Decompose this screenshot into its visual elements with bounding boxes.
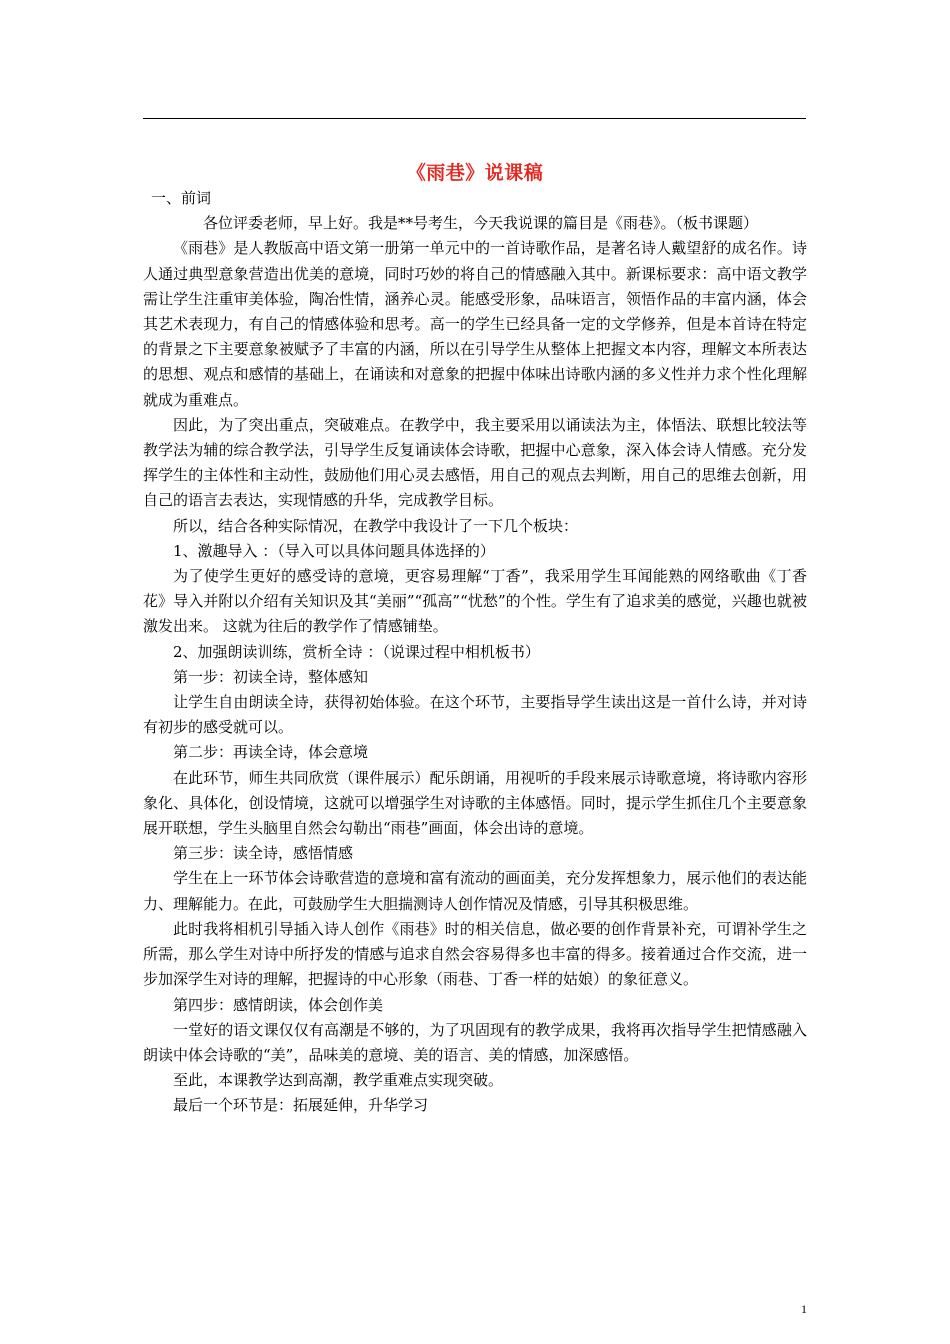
substep-heading-3: 第三步：读全诗，感悟情感 — [173, 844, 354, 863]
paragraph-final-step: 最后一个环节是：拓展延伸，升华学习 — [173, 1096, 429, 1115]
paragraph-lead-in: 为了使学生更好的感受诗的意境，更容易理解“丁香”，我采用学生耳闻能熟的网络歌曲《丁香花》导入并附以介绍有关知识及其“美丽”“孤高”“忧愁”的个性。学生有了追求美的感觉，兴趣也就被激发出来。 这就为往后的教学作了情感铺垫。 — [143, 567, 807, 636]
header-rule — [143, 118, 806, 119]
paragraph-intro: 《雨巷》是人教版高中语文第一册第一单元中的一首诗歌作品，是著名诗人戴望舒的成名作。诗人通过典型意象营造出优美的意境，同时巧妙的将自己的情感融入其中。新课标要求：高中语文教学需让学生注重审美体验，陶冶性情，涵养心灵。能感受形象，品味语言，领悟作品的丰富内涵，体会其艺术表现力，有自己的情感体验和思考。高一的学生已经具备一定的文学修养，但是本首诗在特定的背景之下主要意象被赋予了丰富的内涵，所以在引导学生从整体上把握文本内容，理解文本所表达的思想、观点和感情的基础上，在诵读和对意象的把握中体味出诗歌内涵的多义性并力求个性化理解就成为重难点。 — [143, 239, 807, 409]
document-body — [143, 186, 807, 1119]
paragraph-method: 因此，为了突出重点，突破难点。在教学中，我主要采用以诵读法为主，体悟法、联想比较法等教学法为辅的综合教学法，引导学生反复诵读体会诗歌，把握中心意象，深入体会诗人情感。充分发挥学生的主体性和主动性，鼓励他们用心灵去感悟，用自己的观点去判断，用自己的思维去创新，用自己的语言去表达，实现情感的升华，完成教学目标。 — [143, 415, 807, 510]
step-heading-1: 1、激趣导入 ：（导入可以具体问题具体选择的） — [173, 541, 495, 560]
paragraph-climax: 至此，本课教学达到高潮，教学重难点实现突破。 — [173, 1071, 504, 1090]
page-number: 1 — [801, 1302, 807, 1316]
paragraph-substep-3a: 学生在上一环节体会诗歌营造的意境和富有流动的画面美，充分发挥想象力，展示他们的表达能力、理解能力。在此，可鼓励学生大胆揣测诗人创作情况及情感，引导其积极思维。 — [143, 869, 807, 913]
paragraph-substep-1: 让学生自由朗读全诗，获得初始体验。在这个环节，主要指导学生读出这是一首什么诗，并对诗有初步的感受就可以。 — [143, 693, 807, 737]
section-heading: 一、前词 — [151, 189, 212, 207]
document-title: 《雨巷》说课稿 — [406, 162, 544, 184]
paragraph-substep-2: 在此环节，师生共同欣赏（课件展示）配乐朗诵，用视听的手段来展示诗歌意境，将诗歌内容形象化、具体化，创设情境，这就可以增强学生对诗歌的主体感悟。同时，提示学生抓住几个主要意象展开联想，学生头脑里自然会勾勒出“雨巷”画面，体会出诗的意境。 — [143, 768, 807, 838]
paragraph-substep-4: 一堂好的语文课仅仅有高潮是不够的，为了巩固现有的教学成果，我将再次指导学生把情感融入朗读中体会诗歌的“美”，品味美的意境、美的语言、美的情感，加深感悟。 — [143, 1020, 807, 1064]
step-heading-2: 2、加强朗读训练，赏析全诗 ：（说课过程中相机板书） — [173, 642, 540, 661]
substep-heading-1: 第一步：初读全诗，整体感知 — [173, 667, 369, 686]
substep-heading-2: 第二步：再读全诗，体会意境 — [173, 743, 369, 762]
paragraph-substep-3b: 此时我将相机引导插入诗人创作《雨巷》时的相关信息，做必要的创作背景补充，可谓补学生之所需，那么学生对诗中所抒发的情感与追求自然会容易得多也丰富的得多。接着通过合作交流，进一步加深学生对诗的理解，把握诗的中心形象（雨巷、丁香一样的姑娘）的象征意义。 — [143, 919, 807, 989]
substep-heading-4: 第四步：感情朗读，体会创作美 — [173, 995, 384, 1014]
paragraph-design: 所以，结合各种实际情况，在教学中我设计了一下几个板块： — [173, 516, 579, 535]
paragraph-greeting: 各位评委老师，早上好。我是**号考生，今天我说课的篇目是《雨巷》。（板书课题） — [203, 214, 759, 233]
